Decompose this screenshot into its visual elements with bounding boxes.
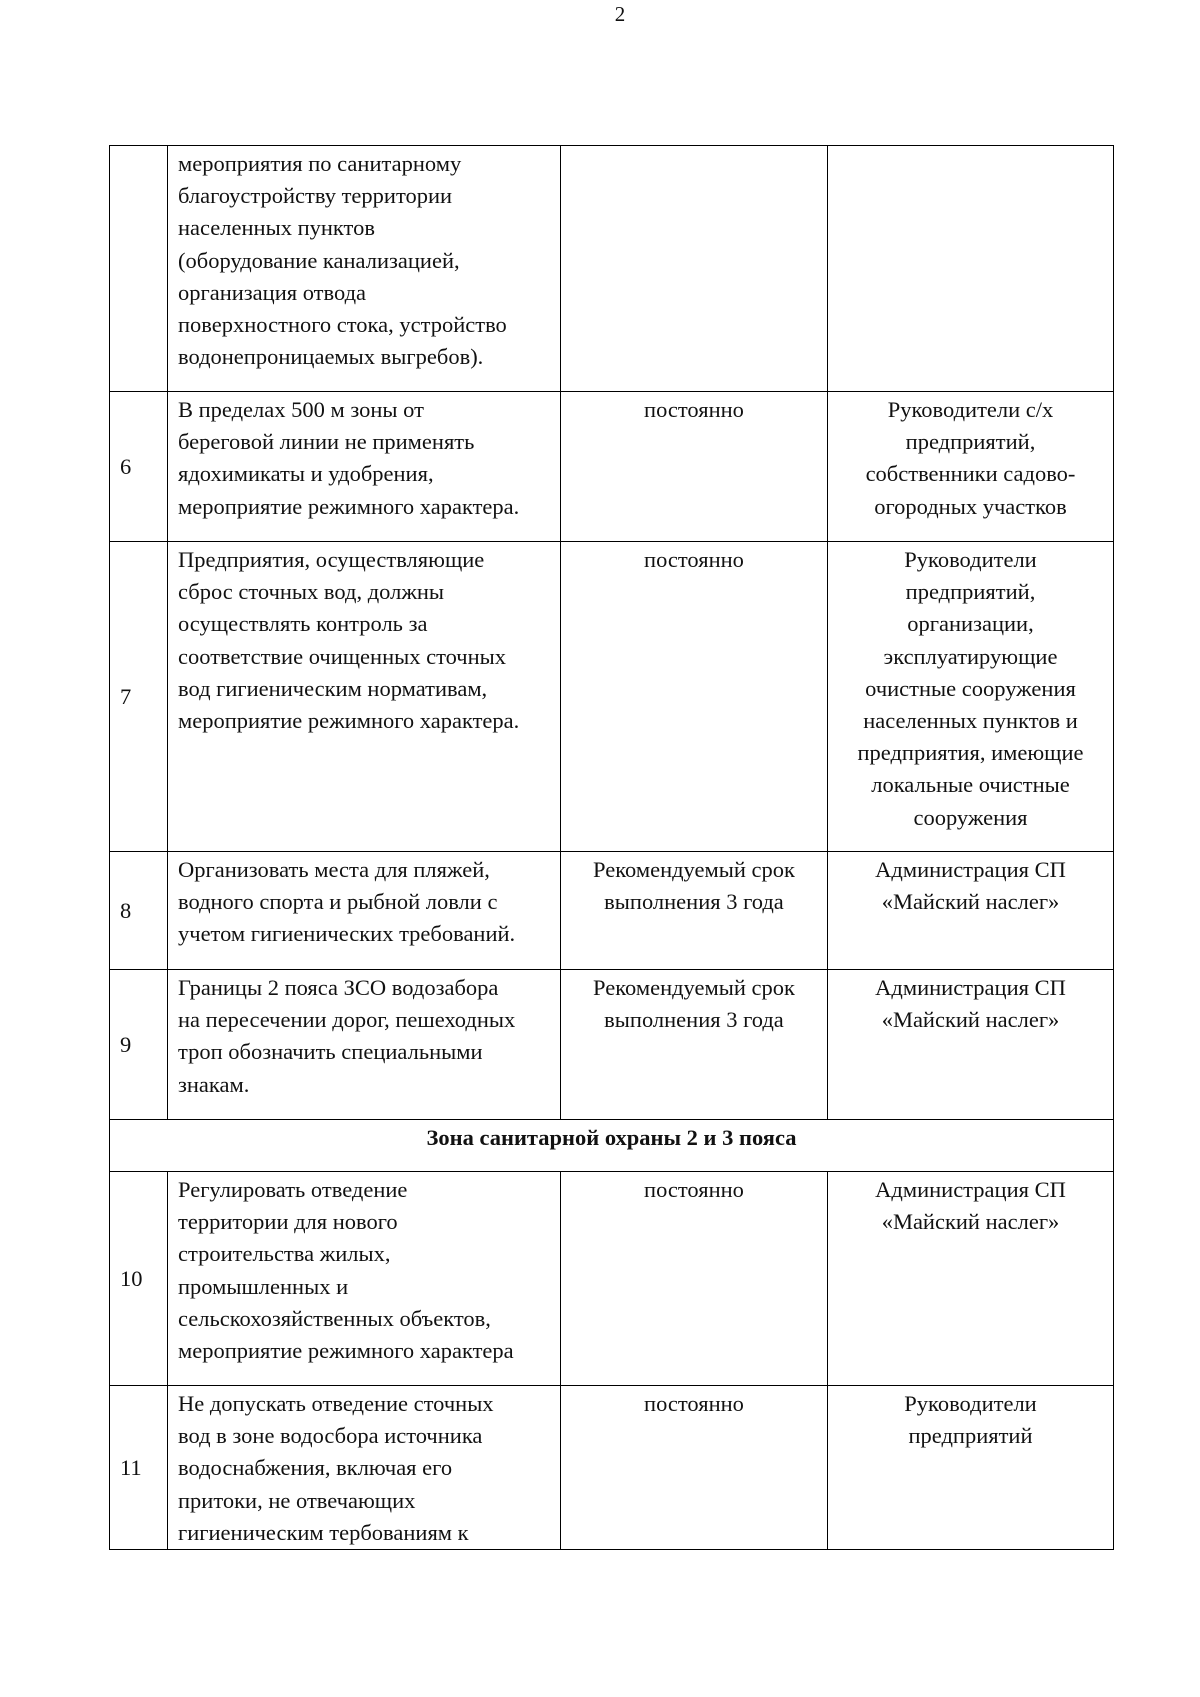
measure-text-line: Регулировать отведение xyxy=(178,1177,408,1202)
row-number: 11 xyxy=(110,1386,168,1550)
term-text-line: выполнения 3 года xyxy=(604,889,784,915)
measure-text-line: (оборудование канализацией, xyxy=(178,247,460,273)
responsible-cell xyxy=(828,392,1114,542)
responsible-cell xyxy=(828,852,1114,970)
row-number: 8 xyxy=(110,852,168,970)
measure-text-line: водоснабжения, включая его xyxy=(178,1455,453,1481)
measure-text-line: береговой линии не применять xyxy=(178,429,475,455)
term-text-line: Рекомендуемый срок xyxy=(593,857,795,882)
measures-table-body xyxy=(110,146,1114,1550)
row-number: 6 xyxy=(110,392,168,542)
responsible-text-line: Администрация СП xyxy=(875,857,1066,882)
section-row xyxy=(110,1120,1114,1172)
responsible-cell xyxy=(828,1172,1114,1386)
term-text-line: Рекомендуемый срок xyxy=(593,975,795,1000)
responsible-cell xyxy=(828,1386,1114,1550)
measure-cell xyxy=(168,970,561,1120)
measure-text-line: вод гигиеническим нормативам, xyxy=(178,675,488,701)
term-text-line: постоянно xyxy=(644,397,744,422)
page-number: 2 xyxy=(614,2,626,26)
measure-cell xyxy=(168,146,561,392)
measure-text-line: знакам. xyxy=(178,1071,250,1097)
responsible-text-line: организации, xyxy=(907,611,1034,637)
measure-text-line: Предприятия, осуществляющие xyxy=(178,547,485,572)
term-cell xyxy=(561,1172,828,1386)
table-row xyxy=(110,1172,1114,1386)
measure-text-line: мероприятия по санитарному xyxy=(178,151,462,176)
row-number: 7 xyxy=(110,542,168,852)
measure-text-line: территории для нового xyxy=(178,1209,398,1235)
measure-text-line: В пределах 500 м зоны от xyxy=(178,397,424,422)
measure-cell xyxy=(168,542,561,852)
term-text-line: постоянно xyxy=(644,1177,744,1202)
responsible-text-line: Руководители xyxy=(904,547,1037,572)
term-cell xyxy=(561,146,828,392)
term-text-line: постоянно xyxy=(644,547,744,572)
measure-cell xyxy=(168,1386,561,1550)
measure-text-line: сельскохозяйственных объектов, xyxy=(178,1305,491,1331)
measure-cell xyxy=(168,1172,561,1386)
responsible-text-line: предприятий, xyxy=(905,579,1036,605)
measure-text-line: троп обозначить специальными xyxy=(178,1039,483,1065)
responsible-text-line: Администрация СП xyxy=(875,1177,1066,1202)
responsible-cell xyxy=(828,146,1114,392)
responsible-text-line: сооружения xyxy=(913,804,1028,830)
row-number: 9 xyxy=(110,970,168,1120)
measure-text-line: благоустройству территории xyxy=(178,183,453,209)
responsible-text-line: огородных участков xyxy=(874,493,1067,519)
table-row xyxy=(110,542,1114,852)
responsible-text-line: предприятия, имеющие xyxy=(857,740,1084,766)
measure-text-line: поверхностного стока, устройство xyxy=(178,312,507,338)
responsible-text-line: эксплуатирующие xyxy=(883,643,1058,669)
measure-cell xyxy=(168,852,561,970)
measure-text-line: Организовать места для пляжей, xyxy=(178,857,490,882)
responsible-text-line: локальные очистные xyxy=(871,772,1070,798)
section-heading: Зона санитарной охраны 2 и 3 пояса xyxy=(110,1120,1114,1172)
responsible-cell xyxy=(828,970,1114,1120)
responsible-text-line: собственники садово- xyxy=(865,461,1076,487)
measure-text-line: Границы 2 пояса ЗСО водозабора xyxy=(178,975,499,1000)
term-text-line: выполнения 3 года xyxy=(604,1007,784,1033)
responsible-text-line: Руководители с/х xyxy=(887,397,1054,422)
responsible-text-line: «Майский наслег» xyxy=(881,889,1060,915)
measure-text-line: населенных пунктов xyxy=(178,215,375,241)
responsible-cell xyxy=(828,542,1114,852)
measure-cell xyxy=(168,392,561,542)
term-cell xyxy=(561,852,828,970)
measures-table xyxy=(109,145,1114,1550)
measure-text-line: мероприятие режимного характера xyxy=(178,1338,514,1364)
measure-text-line: водонепроницаемых выгребов). xyxy=(178,344,484,370)
table-row xyxy=(110,146,1114,392)
row-number: 10 xyxy=(110,1172,168,1386)
measure-text-line: на пересечении дорог, пешеходных xyxy=(178,1007,516,1033)
measure-text-line: строительства жилых, xyxy=(178,1241,391,1267)
measure-text-line: Не допускать отведение сточных xyxy=(178,1391,494,1416)
measure-text-line: ядохимикаты и удобрения, xyxy=(178,461,434,487)
term-cell xyxy=(561,542,828,852)
term-cell xyxy=(561,970,828,1120)
measure-text-line: сброс сточных вод, должны xyxy=(178,579,445,605)
table-row xyxy=(110,852,1114,970)
measure-text-line: соответствие очищенных сточных xyxy=(178,643,507,669)
measure-text-line: осуществлять контроль за xyxy=(178,611,428,637)
measure-text-line: притоки, не отвечающих xyxy=(178,1487,416,1513)
responsible-text-line: «Майский наслег» xyxy=(881,1209,1060,1235)
measure-text-line: учетом гигиенических требований. xyxy=(178,921,516,947)
measure-text-line: гигиеническим тербованиям к xyxy=(178,1519,469,1545)
measure-text-line: организация отвода xyxy=(178,279,367,305)
table-row xyxy=(110,392,1114,542)
term-cell xyxy=(561,1386,828,1550)
term-cell xyxy=(561,392,828,542)
responsible-text-line: Руководители xyxy=(904,1391,1037,1416)
measure-text-line: водного спорта и рыбной ловли с xyxy=(178,889,498,915)
measure-text-line: мероприятие режимного характера. xyxy=(178,708,520,734)
measure-text-line: вод в зоне водосбора источника xyxy=(178,1423,483,1449)
measure-text-line: мероприятие режимного характера. xyxy=(178,493,520,519)
responsible-text-line: населенных пунктов и xyxy=(863,708,1078,734)
table-row xyxy=(110,1386,1114,1550)
responsible-text-line: Администрация СП xyxy=(875,975,1066,1000)
responsible-text-line: «Майский наслег» xyxy=(881,1007,1060,1033)
responsible-text-line: очистные сооружения xyxy=(865,675,1076,701)
responsible-text-line: предприятий, xyxy=(905,429,1036,455)
table-row xyxy=(110,970,1114,1120)
responsible-text-line: предприятий xyxy=(908,1423,1033,1449)
term-text-line: постоянно xyxy=(644,1391,744,1416)
measure-text-line: промышленных и xyxy=(178,1273,349,1299)
row-number xyxy=(110,146,168,392)
